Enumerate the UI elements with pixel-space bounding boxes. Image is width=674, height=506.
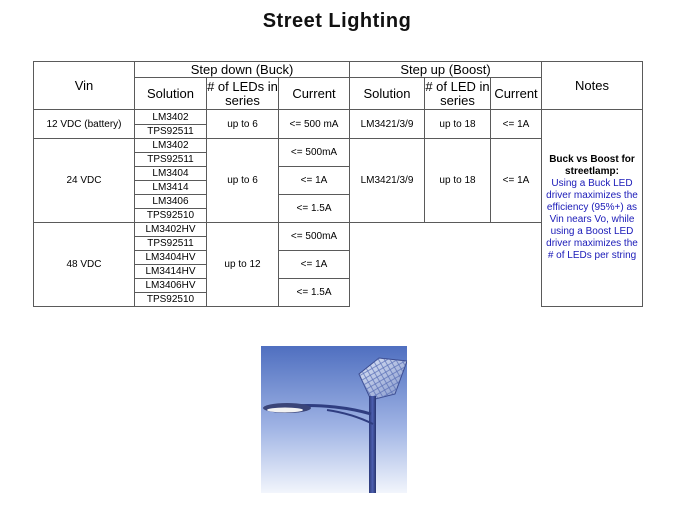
buck-solution: TPS92511	[135, 237, 207, 251]
buck-leds: up to 6	[207, 110, 279, 139]
notes-body: Using a Buck LED driver maximizes the efficiency (95%+) as Vin nears Vo, while using a Boost LED driver maximizes the # of LEDs per string	[546, 178, 638, 261]
street-lamp-photo	[261, 346, 407, 493]
boost-current: <= 1A	[491, 110, 542, 139]
buck-solution: LM3406	[135, 195, 207, 209]
buck-current: <= 1.5A	[279, 195, 350, 223]
lamp-head	[263, 403, 311, 413]
buck-solution: LM3404HV	[135, 251, 207, 265]
buck-solution: LM3414	[135, 181, 207, 195]
buck-solution: LM3414HV	[135, 265, 207, 279]
boost-leds: up to 18	[425, 110, 491, 139]
buck-group-header: Step down (Buck)	[135, 62, 350, 78]
notes-header: Notes	[542, 62, 643, 110]
boost-group-header: Step up (Boost)	[350, 62, 542, 78]
buck-current: <= 500mA	[279, 223, 350, 251]
buck-solution-header: Solution	[135, 78, 207, 110]
vin-header: Vin	[34, 62, 135, 110]
led-driver-table	[33, 61, 643, 307]
buck-leds: up to 12	[207, 223, 279, 307]
buck-current: <= 500mA	[279, 139, 350, 167]
street-lamp-solar-panel-icon	[261, 346, 407, 493]
buck-solution: LM3402HV	[135, 223, 207, 237]
notes-title: Buck vs Boost for streetlamp:	[549, 154, 635, 177]
vin-48v: 48 VDC	[34, 223, 135, 307]
boost-solution: LM3421/3/9	[350, 139, 425, 223]
vin-12v: 12 VDC (battery)	[34, 110, 135, 139]
buck-solution: LM3402	[135, 110, 207, 125]
buck-solution: TPS92511	[135, 125, 207, 139]
boost-solution: LM3421/3/9	[350, 110, 425, 139]
buck-solution: TPS92510	[135, 209, 207, 223]
buck-leds-header: # of LEDs in series	[207, 78, 278, 108]
buck-current: <= 1A	[279, 251, 350, 279]
buck-solution: TPS92510	[135, 293, 207, 307]
notes-cell	[542, 110, 643, 307]
boost-leds-header: # of LED in series	[425, 78, 490, 108]
buck-solution: LM3406HV	[135, 279, 207, 293]
buck-current-header: Current	[279, 78, 350, 110]
buck-solution: LM3402	[135, 139, 207, 153]
boost-current-header: Current	[491, 78, 542, 110]
boost-current: <= 1A	[491, 139, 542, 223]
buck-leds: up to 6	[207, 139, 279, 223]
buck-solution: TPS92511	[135, 153, 207, 167]
page-title: Street Lighting	[262, 10, 412, 32]
buck-current: <= 500 mA	[279, 110, 350, 139]
vin-24v: 24 VDC	[34, 139, 135, 223]
empty-boost-area	[350, 223, 542, 307]
boost-leds: up to 18	[425, 139, 491, 223]
buck-current: <= 1.5A	[279, 279, 350, 307]
buck-solution: LM3404	[135, 167, 207, 181]
buck-current: <= 1A	[279, 167, 350, 195]
lamp-pole	[369, 396, 376, 493]
boost-solution-header: Solution	[350, 78, 425, 110]
